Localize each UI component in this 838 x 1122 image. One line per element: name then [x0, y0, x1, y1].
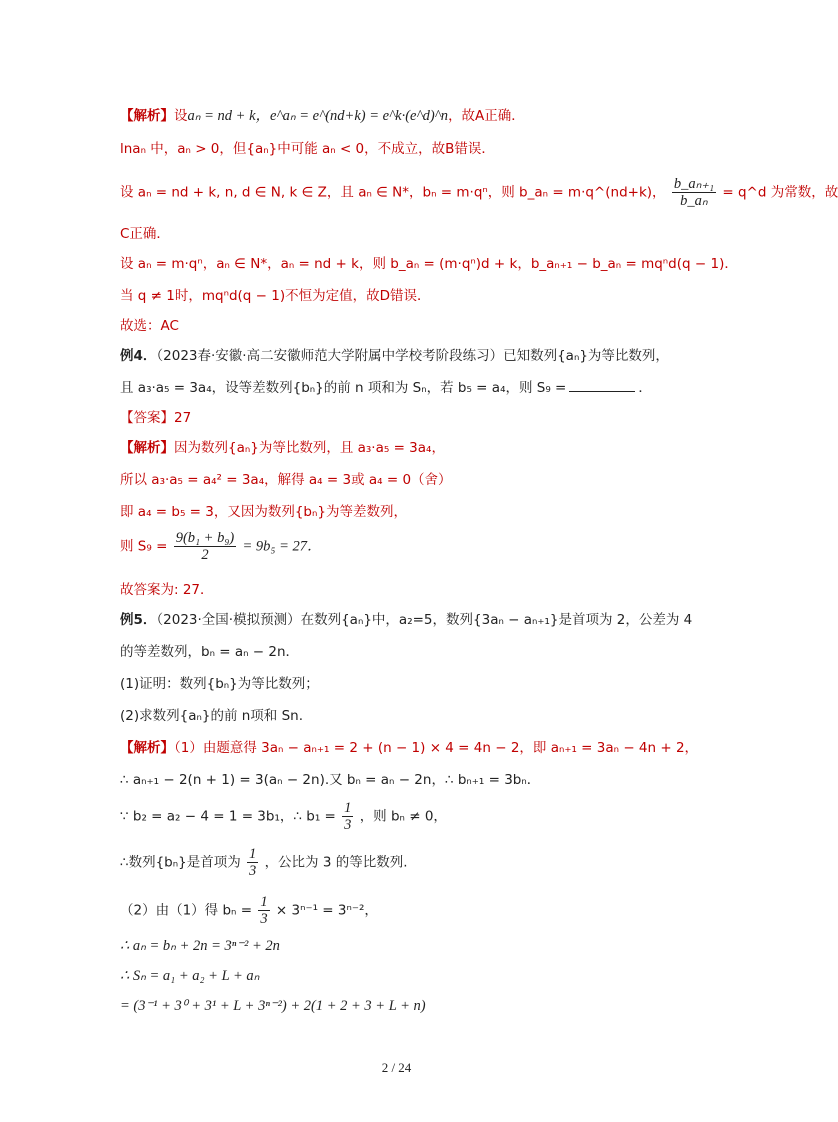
example-5-solution-6: ∴ aₙ = bₙ + 2n = 3ⁿ⁻² + 2n [120, 938, 280, 954]
example-5-solution-2: ∴ aₙ₊₁ − 2(n + 1) = 3(aₙ − 2n).又 bₙ = aₙ − 2n，∴ bₙ₊₁ = 3bₙ． [120, 772, 541, 788]
fraction-b-ratio: $\frac{\text{b\_aₙ₊₁}}{\text{b\_aₙ}}$ [673, 176, 715, 209]
example-5-solution-5: （2）由（1）得 bₙ = $\frac{1}{3}$ × 3ⁿ⁻¹ = 3ⁿ⁻²， [120, 894, 378, 927]
example-5-solution-3: ∵ b₂ = a₂ − 4 = 1 = 3b₁，∴ b₁ = $\frac{1}{3}$ ，则 bₙ ≠ 0， [120, 800, 447, 833]
fraction-b1: $\frac{1}{3}$ [344, 800, 352, 833]
example-5-line-2: 的等差数列，bₙ = aₙ − 2n． [120, 644, 300, 660]
solution-line-4: C正确． [120, 226, 170, 242]
solution-line-6: 当 q ≠ 1时，mqⁿd(q − 1)不恒为定值，故D错误． [120, 288, 431, 304]
page-number: 2 / 24 [381, 1060, 412, 1075]
example-5-solution-4: ∴数列{bₙ}是首项为 $\frac{1}{3}$ ，公比为 3 的等比数列. [120, 846, 408, 879]
answer-blank [569, 379, 635, 392]
example-5-part-2: (2)求数列{aₙ}的前 n项和 Sn. [120, 708, 304, 724]
example-4-solution-3: 即 a₄ = b₅ = 3，又因为数列{bₙ}为等差数列， [120, 504, 407, 520]
fraction-bn: $\frac{1}{3}$ [260, 894, 268, 927]
solution-line-1: 【解析】设aₙ = nd + k，e^aₙ = e^(nd+k) = e^k·(e^d)^n，故A正确． [120, 108, 525, 124]
example-5-solution-8: = (3⁻¹ + 3⁰ + 3¹ + L + 3ⁿ⁻²) + 2(1 + 2 + 3 + L + n) [120, 998, 426, 1014]
fraction-first-term: $\frac{1}{3}$ [249, 846, 257, 879]
example-5-part-1: (1)证明：数列{bₙ}为等比数列； [120, 676, 319, 692]
example-4-solution-2: 所以 a₃·a₅ = a₄² = 3a₄，解得 a₄ = 3或 a₄ = 0（舍） [120, 472, 452, 488]
example-4-final: 故答案为: 27． [120, 582, 214, 598]
example-4-solution-4: 则 S₉ = $\frac{\text{9(b₁ + b₉)}}{2}$ = 9b₅ = 27． [120, 530, 322, 563]
solution-line-7: 故选：AC [120, 318, 179, 334]
example-5-solution-7: ∴ Sₙ = a₁ + a₂ + L + aₙ [120, 968, 260, 984]
solution-line-3: 设 aₙ = nd + k, n, d ∈ N, k ∈ Z，且 aₙ ∈ N*，bₙ = m·qⁿ，则 b_aₙ = m·q^(nd+k)， $\frac{\text{b\_aₙ₊₁}}{\text{b\_aₙ}}$ = q^d 为常数，故 [120, 176, 838, 209]
example-5-title: 例5．（2023·全国·模拟预测）在数列{aₙ}中，a₂=5，数列{3aₙ − aₙ₊₁}是首项为 2，公差为 4 [120, 612, 693, 628]
solution-line-2: lnaₙ 中，aₙ > 0，但{aₙ}中可能 aₙ < 0，不成立，故B错误． [120, 141, 495, 157]
solution-line-5: 设 aₙ = m·qⁿ，aₙ ∈ N*，aₙ = nd + k，则 b_aₙ = (m·qⁿ)d + k，b_aₙ₊₁ − b_aₙ = mqⁿd(q − 1)． [120, 256, 738, 272]
example-4-title: 例4．（2023春·安徽·高二安徽师范大学附属中学校考阶段练习）已知数列{aₙ}为等比数列， [120, 348, 669, 364]
example-4-solution-1: 【解析】因为数列{aₙ}为等比数列，且 a₃·a₅ = 3a₄， [120, 440, 445, 456]
fraction-s9: $\frac{\text{9(b₁ + b₉)}}{2}$ [175, 530, 235, 563]
answer-line: 【答案】27 [120, 410, 192, 426]
example-5-solution-1: 【解析】（1）由题意得 3aₙ − aₙ₊₁ = 2 + (n − 1) × 4 = 4n − 2，即 aₙ₊₁ = 3aₙ − 4n + 2， [120, 740, 699, 756]
example-4-line-2: 且 a₃·a₅ = 3a₄，设等差数列{bₙ}的前 n 项和为 Sₙ，若 b₅ = a₄，则 S₉ = ． [120, 380, 652, 396]
